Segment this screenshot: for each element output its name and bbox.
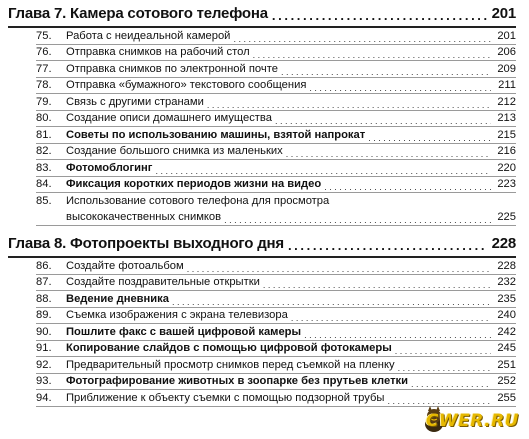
- dot-leader: [288, 238, 488, 252]
- toc-entry: [36, 357, 516, 374]
- entry-title-continued: высококачественных снимков: [66, 211, 222, 223]
- dot-leader: [395, 344, 491, 356]
- toc-entry: [36, 258, 516, 275]
- entry-page: 242: [497, 325, 516, 338]
- chapter-heading: [8, 0, 516, 28]
- entry-page: 209: [497, 62, 516, 75]
- toc-entry: [36, 275, 516, 292]
- entry-number: 75.: [36, 29, 52, 42]
- dot-leader: [272, 8, 488, 22]
- entry-page: 212: [497, 95, 516, 108]
- entry-title: Отправка «бумажного» текстового сообщения: [66, 79, 307, 91]
- toc-entry: [36, 78, 516, 95]
- entry-page: 220: [497, 161, 516, 174]
- entry-title: Отправка снимков по электронной почте: [66, 62, 278, 75]
- entry-page: 225: [497, 211, 516, 223]
- dot-leader: [324, 180, 491, 192]
- dot-leader: [304, 328, 491, 340]
- dot-leader: [207, 98, 491, 110]
- entry-number: 88.: [36, 292, 52, 305]
- toc-entry: [36, 177, 516, 194]
- entry-list: [8, 258, 516, 407]
- entry-title: Отправка снимков на рабочий стол: [66, 46, 250, 58]
- dot-leader: [263, 278, 491, 290]
- dot-leader: [286, 147, 491, 159]
- dot-leader: [368, 131, 491, 143]
- entry-number: 86.: [36, 259, 52, 272]
- entry-title: Использование сотового телефона для просмотра: [66, 195, 330, 207]
- entry-page: 215: [497, 128, 516, 141]
- entry-number: 92.: [36, 358, 52, 371]
- dot-leader: [233, 32, 491, 44]
- entry-title: Съемка изображения с экрана телевизора: [66, 309, 288, 321]
- entry-title: Работа с неидеальной камерой: [66, 29, 231, 42]
- entry-number: 90.: [36, 325, 52, 338]
- entry-page: 216: [497, 145, 516, 157]
- toc-entry: [36, 28, 516, 45]
- entry-title: Фиксация коротких периодов жизни на видео: [66, 178, 322, 190]
- entry-number: 89.: [36, 309, 52, 321]
- toc-entry: [36, 61, 516, 78]
- chapter-8: [8, 230, 516, 407]
- dot-leader: [172, 295, 491, 307]
- chapter-heading: [8, 230, 516, 258]
- dot-leader: [155, 164, 491, 176]
- toc-entry: [36, 374, 516, 391]
- entry-number: 84.: [36, 178, 52, 190]
- entry-number: 85.: [36, 195, 52, 207]
- dot-leader: [281, 65, 491, 77]
- entry-number: 80.: [36, 112, 52, 124]
- toc-entry: [36, 308, 516, 325]
- toc-entry: [36, 341, 516, 358]
- entry-title: Создайте фотоальбом: [66, 259, 184, 272]
- entry-page: 206: [497, 46, 516, 58]
- entry-page: 255: [497, 391, 516, 404]
- watermark-logo: [417, 399, 525, 437]
- entry-number: 78.: [36, 79, 52, 91]
- toc-entry: [36, 94, 516, 111]
- entry-page: 201: [497, 29, 516, 42]
- entry-title: Пошлите факс с вашей цифровой камеры: [66, 325, 302, 338]
- entry-number: 94.: [36, 391, 52, 404]
- entry-title: Советы по использованию машины, взятой напрокат: [66, 128, 366, 141]
- entry-list: [8, 28, 516, 226]
- entry-number: 79.: [36, 95, 52, 108]
- entry-title: Связь с другими странами: [66, 95, 204, 108]
- dot-leader: [411, 377, 491, 389]
- chapter-page: 201: [491, 5, 516, 22]
- entry-page: 232: [497, 276, 516, 288]
- entry-title: Приближение к объекту съемки с помощью подзорной трубы: [66, 391, 385, 404]
- entry-page: 235: [497, 292, 516, 305]
- entry-number: 93.: [36, 375, 52, 387]
- entry-page: 245: [497, 342, 516, 354]
- chapter-page: 228: [491, 235, 516, 252]
- toc-entry: [36, 144, 516, 161]
- dot-leader: [253, 48, 491, 60]
- dot-leader: [224, 213, 491, 225]
- toc-entry: [36, 193, 516, 226]
- dot-leader: [187, 262, 491, 274]
- entry-page: 228: [497, 259, 516, 272]
- toc-entry: [36, 127, 516, 144]
- entry-body: [66, 193, 516, 225]
- entry-number: 83.: [36, 161, 52, 174]
- entry-page: 213: [497, 112, 516, 124]
- table-of-contents: [8, 0, 516, 439]
- dot-leader: [398, 361, 491, 373]
- entry-page: 252: [497, 375, 516, 387]
- toc-entry: [36, 324, 516, 341]
- entry-title: Создание описи домашнего имущества: [66, 112, 272, 124]
- entry-title: Ведение дневника: [66, 292, 170, 305]
- toc-entry: [36, 291, 516, 308]
- entry-number: 82.: [36, 145, 52, 157]
- entry-title: Фотомоблогинг: [66, 161, 153, 174]
- entry-number: 77.: [36, 62, 52, 75]
- dot-leader: [309, 81, 491, 93]
- dot-leader: [275, 114, 491, 126]
- entry-page: 211: [498, 79, 516, 91]
- toc-entry: [36, 45, 516, 62]
- entry-title: Копирование слайдов с помощью цифровой фотокамеры: [66, 342, 392, 354]
- toc-entry: [36, 111, 516, 128]
- entry-line-2: [66, 209, 516, 225]
- entry-number: 91.: [36, 342, 52, 354]
- entry-page: 251: [497, 358, 516, 371]
- entry-number: 81.: [36, 128, 52, 141]
- entry-title: Предварительный просмотр снимков перед съемкой на пленку: [66, 358, 395, 371]
- entry-page: 223: [497, 178, 516, 190]
- entry-number: 87.: [36, 276, 52, 288]
- entry-page: 240: [497, 309, 516, 321]
- entry-title: Создайте поздравительные открытки: [66, 276, 260, 288]
- watermark-text: CWER.RU: [425, 411, 519, 431]
- chapter-7: [8, 0, 516, 226]
- chapter-title: Глава 8. Фотопроекты выходного дня: [8, 235, 284, 252]
- entry-number: 76.: [36, 46, 52, 58]
- dot-leader: [291, 311, 491, 323]
- chapter-title: Глава 7. Камера сотового телефона: [8, 5, 268, 22]
- entry-title: Создание большого снимка из маленьких: [66, 145, 283, 157]
- toc-entry: [36, 160, 516, 177]
- entry-title: Фотографирование животных в зоопарке без прутьев клетки: [66, 375, 409, 387]
